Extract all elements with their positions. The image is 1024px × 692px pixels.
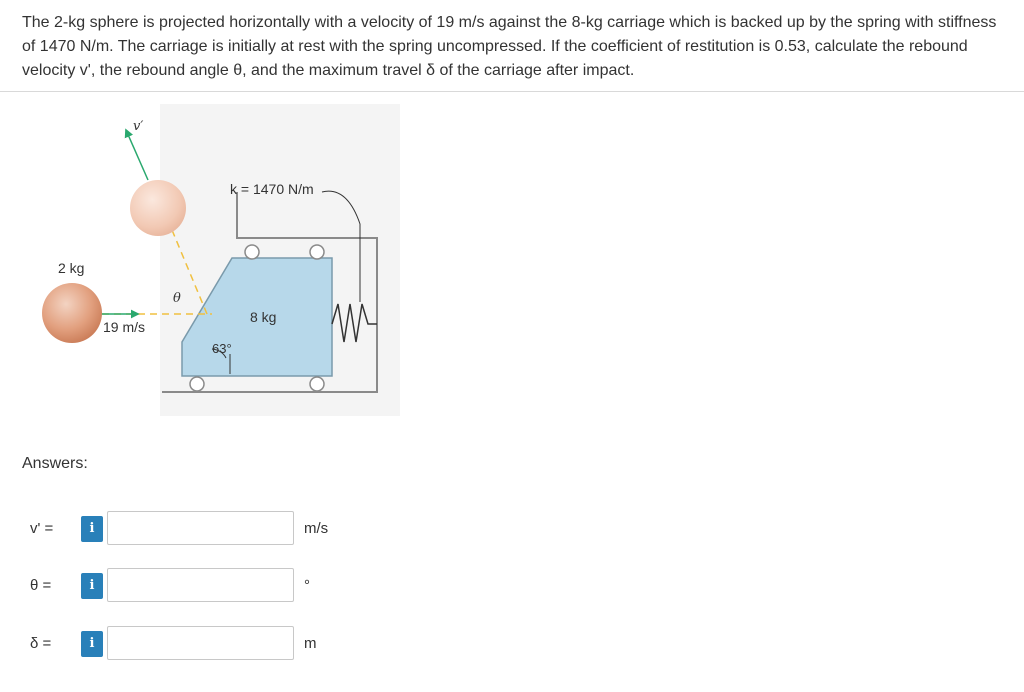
answer-variable: v' = [30, 520, 54, 537]
wheel-bottom-left [190, 377, 204, 391]
wheel-top-right [310, 245, 324, 259]
angle-label: 63° [212, 341, 232, 356]
answer-unit: ° [304, 577, 310, 594]
figure-diagram [22, 104, 402, 416]
answer-row-theta [0, 568, 1024, 604]
problem-statement [0, 0, 1024, 92]
answers-heading: Answers: [22, 455, 88, 472]
answer-variable: θ = [30, 577, 52, 594]
problem-text: The 2-kg sphere is projected horizontally with a velocity of 19 m/s against the 8-kg carriage which is backed up by the spring with stiffness of 1470 N/m. The carriage is initially at rest with the spring uncompressed. If the coefficient of restitution is 0.53, calculate the rebound velocity v', the rebound angle θ, and the maximum travel δ of the carriage after impact. [22, 14, 997, 79]
velocity-label: 19 m/s [103, 319, 146, 335]
rebound-velocity-arrow [126, 130, 148, 180]
answer-input-v[interactable] [107, 511, 294, 545]
answer-unit: m/s [304, 520, 329, 537]
info-icon[interactable]: i [81, 516, 103, 542]
answer-unit: m [304, 635, 317, 652]
info-icon[interactable]: i [81, 573, 103, 599]
theta-label: θ [173, 291, 181, 306]
info-icon[interactable]: i [81, 631, 103, 657]
answer-input-delta[interactable] [107, 626, 294, 660]
answer-row-v [0, 511, 1024, 547]
sphere-incoming [42, 283, 102, 343]
answer-input-theta[interactable] [107, 568, 294, 602]
sphere-rebound [130, 180, 186, 236]
answer-row-delta [0, 626, 1024, 662]
wheel-top-left [245, 245, 259, 259]
spring-stiffness-label: k = 1470 N/m [230, 181, 314, 197]
wheel-bottom-right [310, 377, 324, 391]
problem-figure [22, 104, 402, 416]
v-prime-label: v′ [133, 119, 144, 134]
carriage-mass-label: 8 kg [250, 309, 277, 325]
answer-variable: δ = [30, 635, 52, 652]
sphere-mass-label: 2 kg [58, 260, 85, 276]
